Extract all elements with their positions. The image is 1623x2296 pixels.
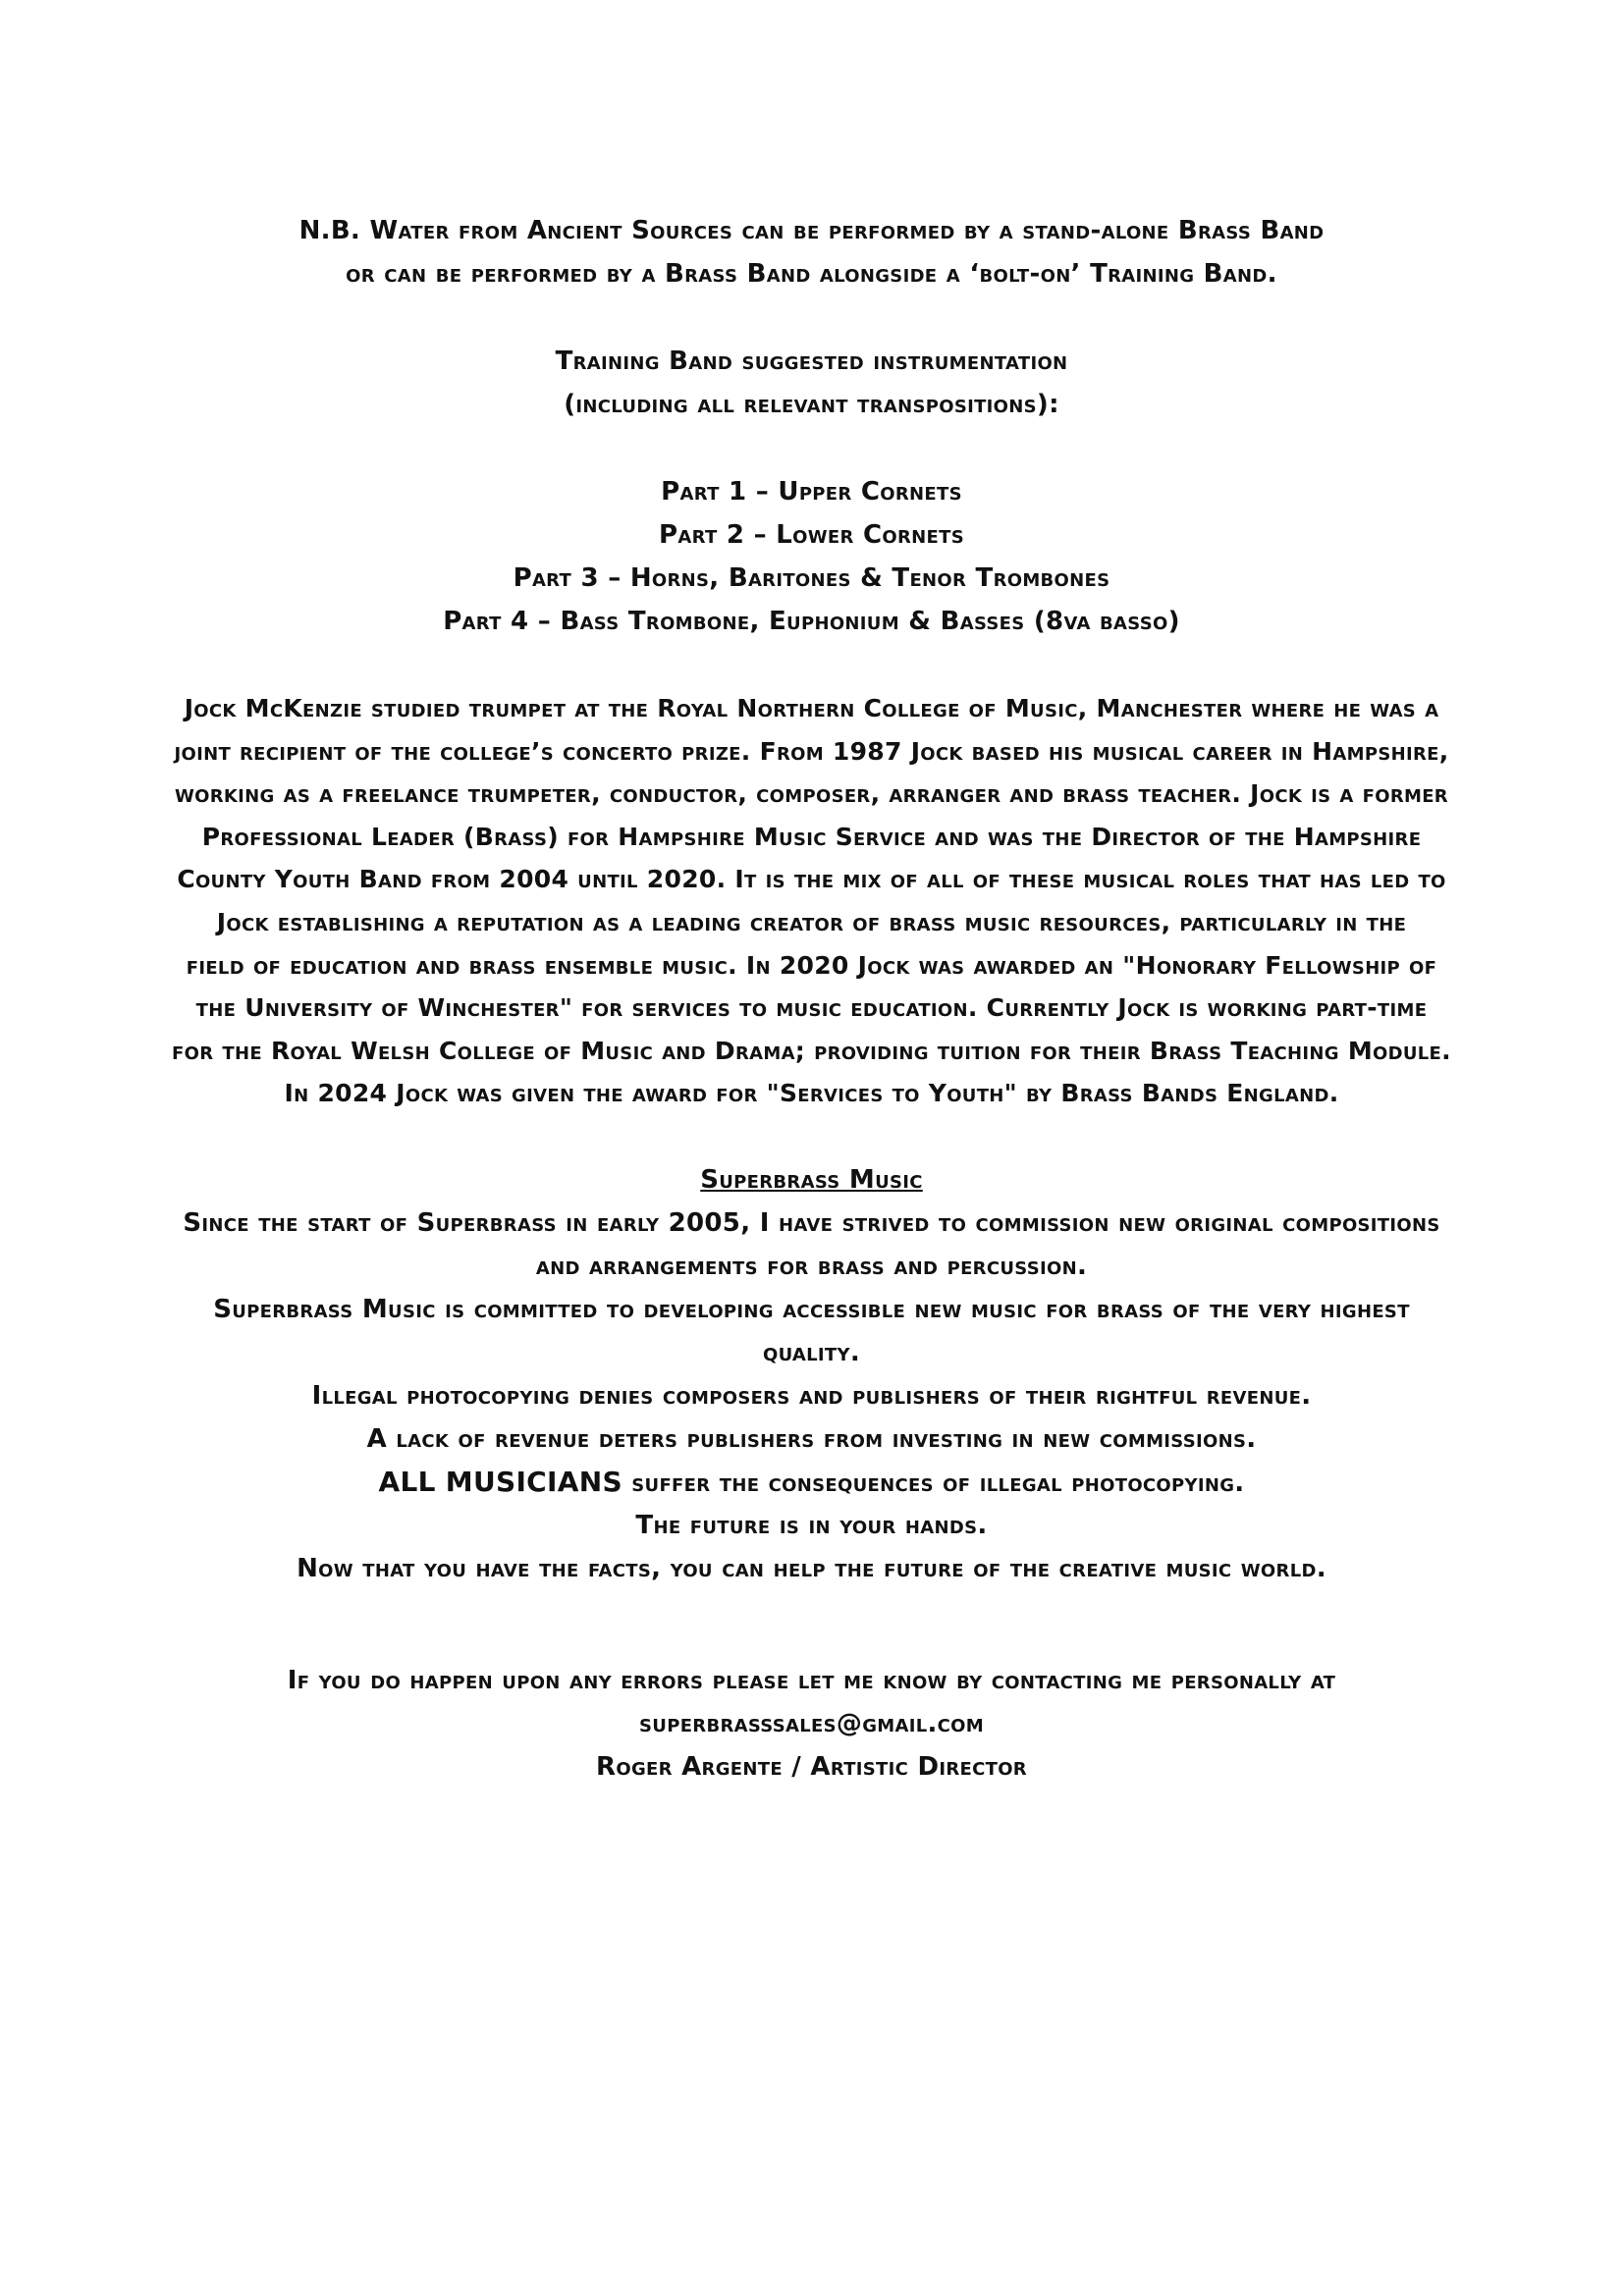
superbrass-section: [128, 1158, 1495, 1590]
bio-line: for the Royal Welsh College of Music and Drama; providing tuition for their Brass Teaching Module.: [172, 1036, 1451, 1065]
training-band-line: (including all relevant transpositions):: [564, 390, 1059, 419]
signature-line: Roger Argente / Artistic Director: [596, 1752, 1027, 1782]
superbrass-line: and arrangements for brass and percussion.: [535, 1252, 1088, 1281]
superbrass-line: Superbrass Music is committed to developing accessible new music for brass of the very highest: [213, 1295, 1410, 1324]
bio-line: County Youth Band from 2004 until 2020. It is the mix of all of these musical roles that has led to: [177, 865, 1446, 894]
musicians-line: [128, 1461, 1495, 1504]
bio-line: Professional Leader (Brass) for Hampshire Music Service and was the Director of the Hampshire: [201, 822, 1422, 851]
training-band-line: Training Band suggested instrumentation: [555, 347, 1068, 376]
part-item-2: Part 2 – Lower Cornets: [659, 520, 964, 550]
part-item-3: Part 3 – Horns, Baritones & Tenor Trombones: [513, 563, 1110, 593]
contact-email[interactable]: superbrasssales@gmail.com: [639, 1709, 984, 1738]
all-musicians-emphasis: ALL MUSICIANS: [378, 1466, 622, 1498]
contact-section: [128, 1659, 1495, 1789]
superbrass-line: Illegal photocopying denies composers and publishers of their rightful revenue.: [311, 1381, 1312, 1411]
superbrass-line: quality.: [762, 1338, 861, 1367]
bio-line: joint recipient of the college’s concerto prize. From 1987 Jock based his musical career in Hampshire,: [174, 736, 1449, 766]
bio-line: field of education and brass ensemble music. In 2020 Jock was awarded an "Honorary Fellowship of: [186, 950, 1437, 980]
part-item-4: Part 4 – Bass Trombone, Euphonium & Basses (8va basso): [443, 607, 1180, 636]
note-line: N.B. Water from Ancient Sources can be performed by a stand-alone Brass Band: [298, 216, 1325, 245]
composer-biography: [128, 687, 1495, 1115]
training-band-heading: [128, 340, 1495, 426]
superbrass-line: A lack of revenue deters publishers from investing in new commissions.: [366, 1424, 1257, 1454]
superbrass-heading: Superbrass Music: [700, 1165, 923, 1195]
bio-line: In 2024 Jock was given the award for "Services to Youth" by Brass Bands England.: [284, 1079, 1339, 1108]
part-item-1: Part 1 – Upper Cornets: [661, 477, 962, 507]
parts-list: [128, 470, 1495, 643]
performance-note: [128, 209, 1495, 295]
bio-line: working as a freelance trumpeter, conductor, composer, arranger and brass teacher. Jock is a former: [175, 779, 1448, 809]
bio-line: the University of Winchester" for services to music education. Currently Jock is working part-time: [195, 993, 1428, 1023]
musicians-line-rest: suffer the consequences of illegal photocopying.: [622, 1468, 1245, 1498]
contact-line: If you do happen upon any errors please let me know by contacting me personally at: [287, 1666, 1336, 1695]
superbrass-heading-row: [128, 1158, 1495, 1201]
superbrass-line: Now that you have the facts, you can help the future of the creative music world.: [297, 1554, 1326, 1583]
superbrass-line: Since the start of Superbrass in early 2005, I have strived to commission new original compositions: [183, 1208, 1440, 1238]
note-line: or can be performed by a Brass Band alongside a ‘bolt-on’ Training Band.: [346, 259, 1277, 289]
superbrass-line: The future is in your hands.: [635, 1511, 988, 1540]
bio-line: Jock establishing a reputation as a leading creator of brass music resources, particularly in the: [216, 907, 1407, 936]
bio-line: Jock McKenzie studied trumpet at the Royal Northern College of Music, Manchester where he was a: [184, 694, 1439, 722]
